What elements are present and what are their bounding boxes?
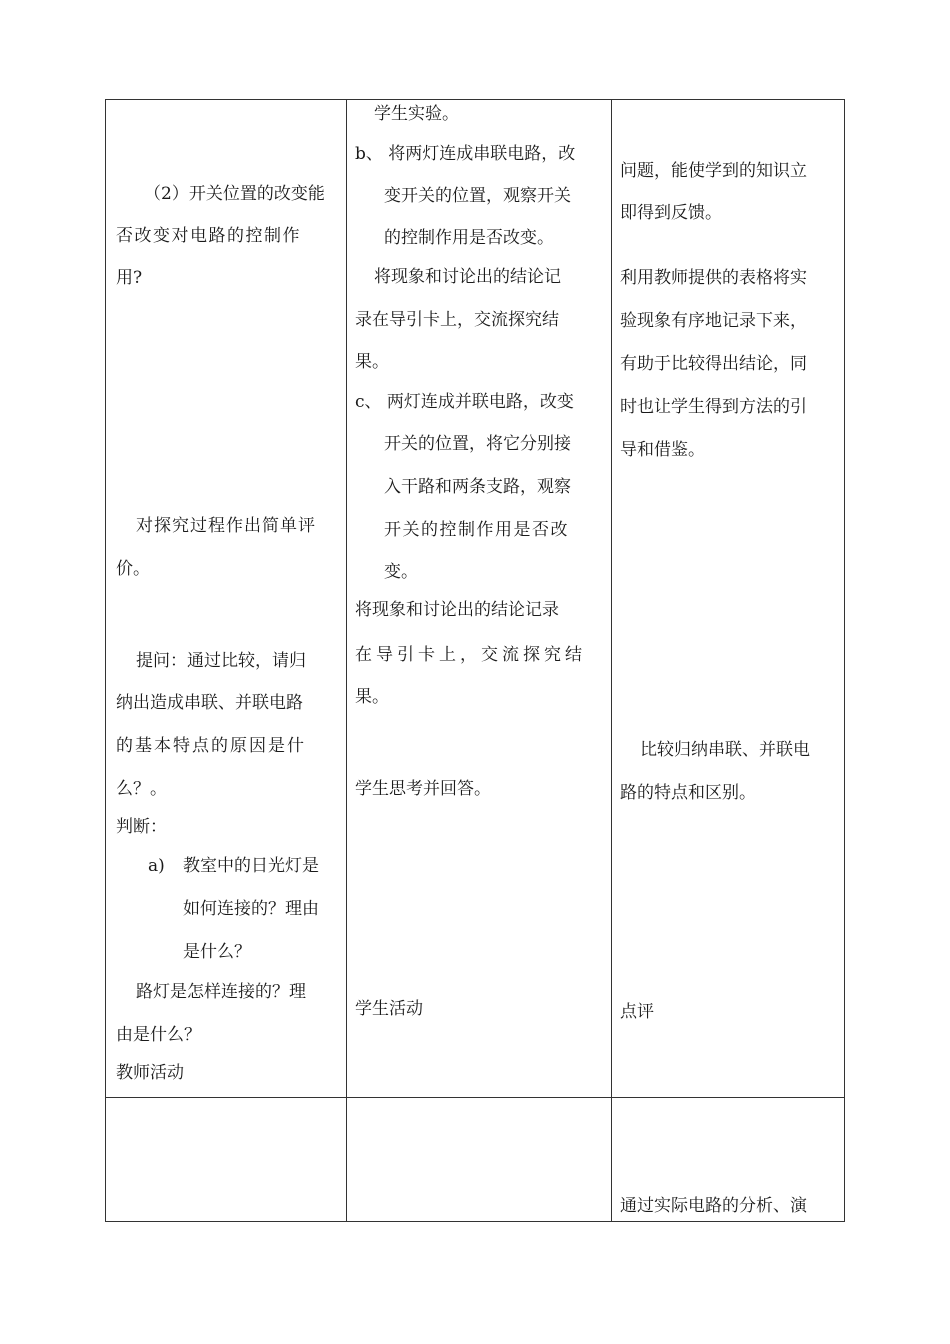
table-row [106, 100, 845, 1098]
text-line: 将现象和讨论出的结论记 [374, 267, 561, 287]
text-line: 学生实验。 [374, 104, 459, 124]
text-line: 果。 [355, 687, 389, 707]
text-line: 时也让学生得到方法的引 [620, 397, 807, 417]
text-line: 变开关的位置，观察开关 [384, 186, 571, 206]
text-line: 用? [116, 268, 143, 288]
text-line: 在导引卡上，交流探究结 [355, 645, 586, 665]
column-label: 教师活动 [116, 1063, 184, 1083]
text-line: 变。 [384, 562, 418, 582]
text-line: 路的特点和区别。 [620, 783, 756, 803]
text-line: 导和借鉴。 [620, 440, 705, 460]
text-line: 开关的控制作用是否改 [384, 520, 569, 540]
text-line: 入干路和两条支路，观察 [384, 477, 571, 497]
text-line: c、 两灯连成并联电路，改变 [355, 392, 574, 412]
text-line: 即得到反馈。 [620, 203, 722, 223]
text-line: 的基本特点的原因是什 [116, 736, 306, 756]
text-line: b、 将两灯连成串联电路，改 [355, 144, 576, 164]
text-line: 的控制作用是否改变。 [384, 228, 554, 248]
text-line: 教室中的日光灯是 [183, 856, 319, 876]
text-line: 比较归纳串联、并联电 [640, 740, 810, 760]
text-line: 纳出造成串联、并联电路 [116, 693, 303, 713]
text-line: 利用教师提供的表格将实 [620, 268, 807, 288]
design-intent-cell [612, 1098, 845, 1222]
text-line: 验现象有序地记录下来， [620, 311, 807, 331]
text-line: 如何连接的？理由 [183, 899, 319, 919]
text-line: 路灯是怎样连接的？理 [136, 982, 306, 1002]
teacher-activity-cell [106, 100, 347, 1098]
table-row [106, 1098, 845, 1222]
lesson-table [105, 99, 845, 1222]
text-line: 价。 [116, 559, 150, 579]
text-line: 果。 [355, 352, 389, 372]
text-line: 么？。 [116, 779, 167, 799]
empty-cell [106, 1098, 347, 1222]
text-line: 通过实际电路的分析、演 [620, 1196, 807, 1216]
text-line: 录在导引卡上，交流探究结 [355, 310, 559, 330]
student-activity-cell [347, 100, 612, 1098]
text-line: 学生思考并回答。 [355, 779, 491, 799]
text-line: 对探究过程作出简单评 [136, 516, 316, 536]
list-marker: a) [148, 856, 165, 876]
text-line: 问题，能使学到的知识立 [620, 161, 807, 181]
column-label: 点评 [620, 1002, 654, 1022]
text-line: 判断： [116, 817, 167, 837]
text-line: 将现象和讨论出的结论记录 [355, 600, 559, 620]
text-line: 由是什么？ [116, 1025, 201, 1045]
text-line: 有助于比较得出结论，同 [620, 354, 807, 374]
text-line: 开关的位置，将它分别接 [384, 434, 571, 454]
text-line: （2）开关位置的改变能 [144, 184, 325, 204]
design-intent-cell [612, 100, 845, 1098]
empty-cell [347, 1098, 612, 1222]
text-line: 是什么？ [183, 942, 251, 962]
text-line: 提问：通过比较，请归 [136, 651, 306, 671]
text-line: 否改变对电路的控制作 [116, 226, 301, 246]
column-label: 学生活动 [355, 999, 423, 1019]
